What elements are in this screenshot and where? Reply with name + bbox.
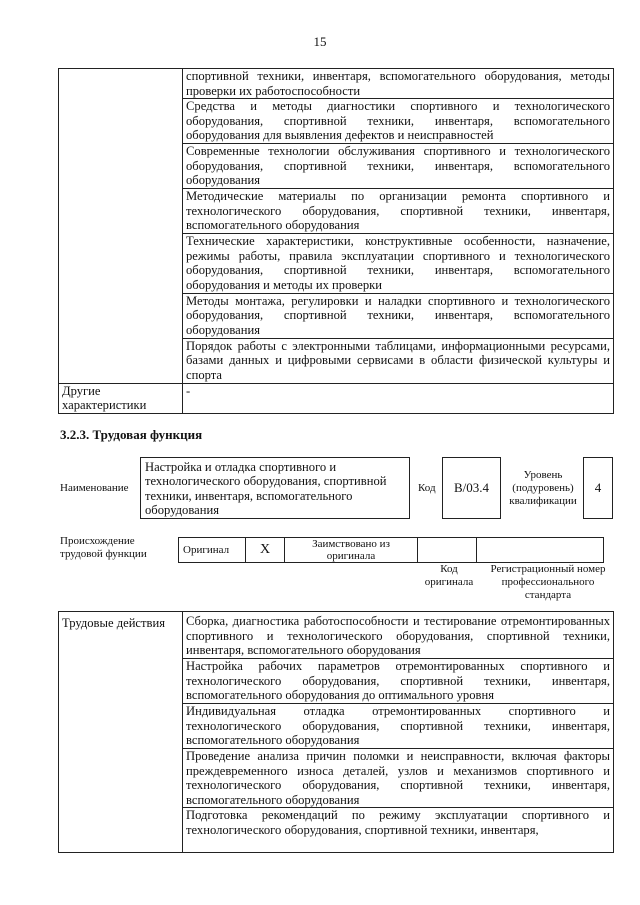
row-label: Другие характеристики	[59, 383, 183, 413]
row-text: Индивидуальная отладка отремонтированных спортивного и технологического оборудования, спортивной техники, инвентаря, вспомогательного оборудования	[183, 704, 614, 749]
row-label	[59, 69, 183, 384]
original-code-cell	[418, 538, 477, 563]
row-text: Порядок работы с электронными таблицами, информационными ресурсами, базами данных и цифровыми сервисами в области физической культуры и спорта	[183, 338, 614, 383]
row-text: Подготовка рекомендаций по режиму эксплуатации спортивного и технологического оборудования, спортивной техники, инвентаря,	[183, 808, 614, 853]
row-text: спортивной техники, инвентаря, вспомогательного оборудования, методы проверки их работоспособности	[183, 69, 614, 99]
original-label: Оригинал	[179, 538, 246, 563]
row-label: Трудовые действия	[59, 612, 183, 853]
code-label: Код	[418, 482, 436, 494]
row-text: Средства и методы диагностики спортивного и технологического оборудования, спортивной техники, инвентаря, вспомогательного оборудования для выявления дефектов и неисправностей	[183, 99, 614, 144]
table-row	[59, 612, 614, 659]
row-text: Сборка, диагностика работоспособности и тестирование отремонтированных спортивного и технологического оборудования, спортивной техники, инвентаря, вспомогательного оборудования	[183, 612, 614, 659]
row-text: Проведение анализа причин поломки и неисправности, включая факторы преждевременного износа деталей, узлов и механизмов спортивного и технологического оборудования, спортивной техники, инвентаря, вспомогательного оборудования	[183, 749, 614, 808]
table-row	[59, 69, 614, 99]
original-mark: X	[246, 538, 285, 563]
labor-actions-table	[58, 611, 614, 853]
function-name: Настройка и отладка спортивного и технологического оборудования, спортивной техники, инвентаря, вспомогательного оборудования	[140, 457, 410, 519]
reg-caption: Регистрационный номер профессионального стандарта	[490, 563, 606, 601]
reg-number-cell	[477, 538, 604, 563]
function-level: 4	[583, 457, 613, 519]
table-row	[59, 383, 614, 413]
code-caption: Код оригинала	[424, 563, 474, 588]
borrowed-label: Заимствовано из оригинала	[285, 538, 418, 563]
origin-label: Происхождение трудовой функции	[60, 535, 147, 560]
row-text: Современные технологии обслуживания спортивного и технологического оборудования, спортивной техники, инвентаря, вспомогательного оборудования	[183, 144, 614, 189]
level-label: Уровень (подуровень) квалификации	[509, 469, 577, 507]
page-number: 15	[313, 34, 327, 49]
section-heading: 3.2.3. Трудовая функция	[60, 427, 203, 442]
function-code: B/03.4	[442, 457, 501, 519]
origin-table	[178, 537, 604, 563]
row-text: Настройка рабочих параметров отремонтированных спортивного и технологического оборудования, спортивной техники, инвентаря, вспомогательного оборудования до оптимального уровня	[183, 659, 614, 704]
row-text: Методические материалы по организации ремонта спортивного и технологического оборудования, спортивной техники, инвентаря, вспомогательного оборудования	[183, 189, 614, 234]
row-text: Технические характеристики, конструктивные особенности, назначение, режимы работы, правила эксплуатации спортивного и технологического оборудования, спортивной техники, инвентаря, вспомогательного оборудования и методы их проверки	[183, 234, 614, 293]
knowledge-table	[58, 68, 614, 414]
row-text: Методы монтажа, регулировки и наладки спортивного и технологического оборудования, спортивной техники, инвентаря, вспомогательного оборудования	[183, 293, 614, 338]
row-text: -	[183, 383, 614, 413]
name-label: Наименование	[60, 482, 129, 494]
